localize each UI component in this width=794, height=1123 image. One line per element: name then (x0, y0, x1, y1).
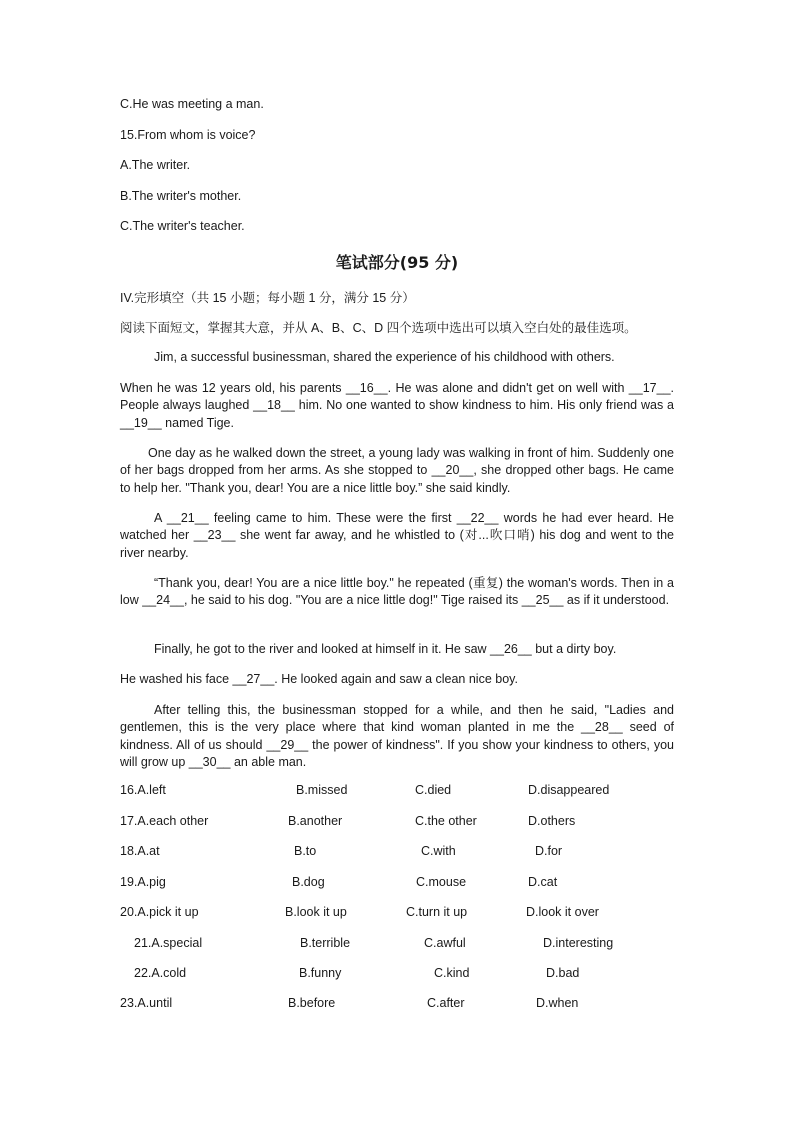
option-d: D.bad (546, 966, 580, 980)
option-c: C.kind (434, 966, 470, 980)
q15-option-b: B.The writer's mother. (120, 189, 242, 203)
q15-option-c: C.The writer's teacher. (120, 219, 245, 233)
section-title: 笔试部分(95 分) (335, 253, 459, 272)
prev-option-c: C.He was meeting a man. (120, 97, 264, 111)
option-b: B.terrible (300, 936, 351, 950)
option-c: C.awful (424, 936, 466, 950)
option-c: C.with (421, 844, 456, 858)
option-a: 18.A.at (120, 844, 160, 858)
option-b: B.to (294, 844, 317, 858)
option-c: C.mouse (416, 875, 467, 889)
options-row-19 (0, 875, 794, 891)
option-a: 20.A.pick it up (120, 905, 199, 919)
option-a: 16.A.left (120, 783, 166, 797)
q15-option-a: A.The writer. (120, 158, 191, 172)
option-c: C.after (427, 996, 465, 1010)
option-d: D.interesting (543, 936, 614, 950)
passage-paragraph-5: “Thank you, dear! You are a nice little boy." he repeated (重复) the woman's words. Then in a low __24__, he said to his dog. "You are a nice little dog!" Tige raised its __25__ as if it understood. (120, 576, 674, 608)
option-b: B.look it up (285, 905, 347, 919)
options-row-16 (0, 783, 794, 799)
options-row-23 (0, 996, 794, 1012)
passage-paragraph-4: A __21__ feeling came to him. These were the first __22__ words he had ever heard. He watched her __23__ she went far away, and he whistled to (对...吹口哨) his dog and went to the river nearby. (120, 511, 674, 560)
options-row-22 (0, 966, 794, 982)
option-c: C.died (415, 783, 452, 797)
passage-paragraph-6: Finally, he got to the river and looked at himself in it. He saw __26__ but a dirty boy. (154, 642, 617, 656)
option-a: 17.A.each other (120, 814, 209, 828)
option-c: C.the other (415, 814, 477, 828)
options-row-18 (0, 844, 794, 860)
option-b: B.missed (296, 783, 348, 797)
option-d: D.look it over (526, 905, 599, 919)
option-a: 21.A.special (134, 936, 203, 950)
option-a: 22.A.cold (134, 966, 187, 980)
options-row-17 (0, 814, 794, 830)
options-row-21 (0, 936, 794, 952)
passage-paragraph-1: Jim, a successful businessman, shared the experience of his childhood with others. (154, 350, 615, 364)
option-b: B.funny (299, 966, 342, 980)
option-d: D.others (528, 814, 576, 828)
option-c: C.turn it up (406, 905, 468, 919)
option-b: B.another (288, 814, 343, 828)
option-d: D.cat (528, 875, 558, 889)
section-heading: IV.完形填空（共 15 小题；每小题 1 分，满分 15 分） (120, 291, 415, 305)
options-row-20 (0, 905, 794, 921)
passage-paragraph-3: One day as he walked down the street, a young lady was walking in front of him. Suddenly one of her bags dropped from her arms. As she stopped to __20__, she dropped other bags. He came to help her. "Thank you, dear! You are a nice little boy.” she said kindly. (120, 446, 674, 495)
option-a: 23.A.until (120, 996, 173, 1010)
option-b: B.dog (292, 875, 325, 889)
question-15: 15.From whom is voice? (120, 128, 256, 142)
option-a: 19.A.pig (120, 875, 166, 889)
option-d: D.disappeared (528, 783, 610, 797)
passage-paragraph-8: After telling this, the businessman stopped for a while, and then he said, "Ladies and gentlemen, this is the very place where that kind woman planted in me the __28__ seed of kindness. All of us should __29__ the power of kindness". If you show your kindness to others, you will grow up __30__ an able man. (120, 703, 674, 769)
option-d: D.for (535, 844, 563, 858)
option-d: D.when (536, 996, 579, 1010)
passage-paragraph-7: He washed his face __27__. He looked again and saw a clean nice boy. (120, 672, 518, 686)
instructions: 阅读下面短文，掌握其大意，并从 A、B、C、D 四个选项中选出可以填入空白处的最佳选项。 (120, 321, 637, 335)
passage-paragraph-2: When he was 12 years old, his parents __16__. He was alone and didn't get on well with __17__. People always laughed __18__ him. No one wanted to show kindness to him. His only friend was a __19__ named Tige. (120, 381, 674, 430)
option-b: B.before (288, 996, 336, 1010)
